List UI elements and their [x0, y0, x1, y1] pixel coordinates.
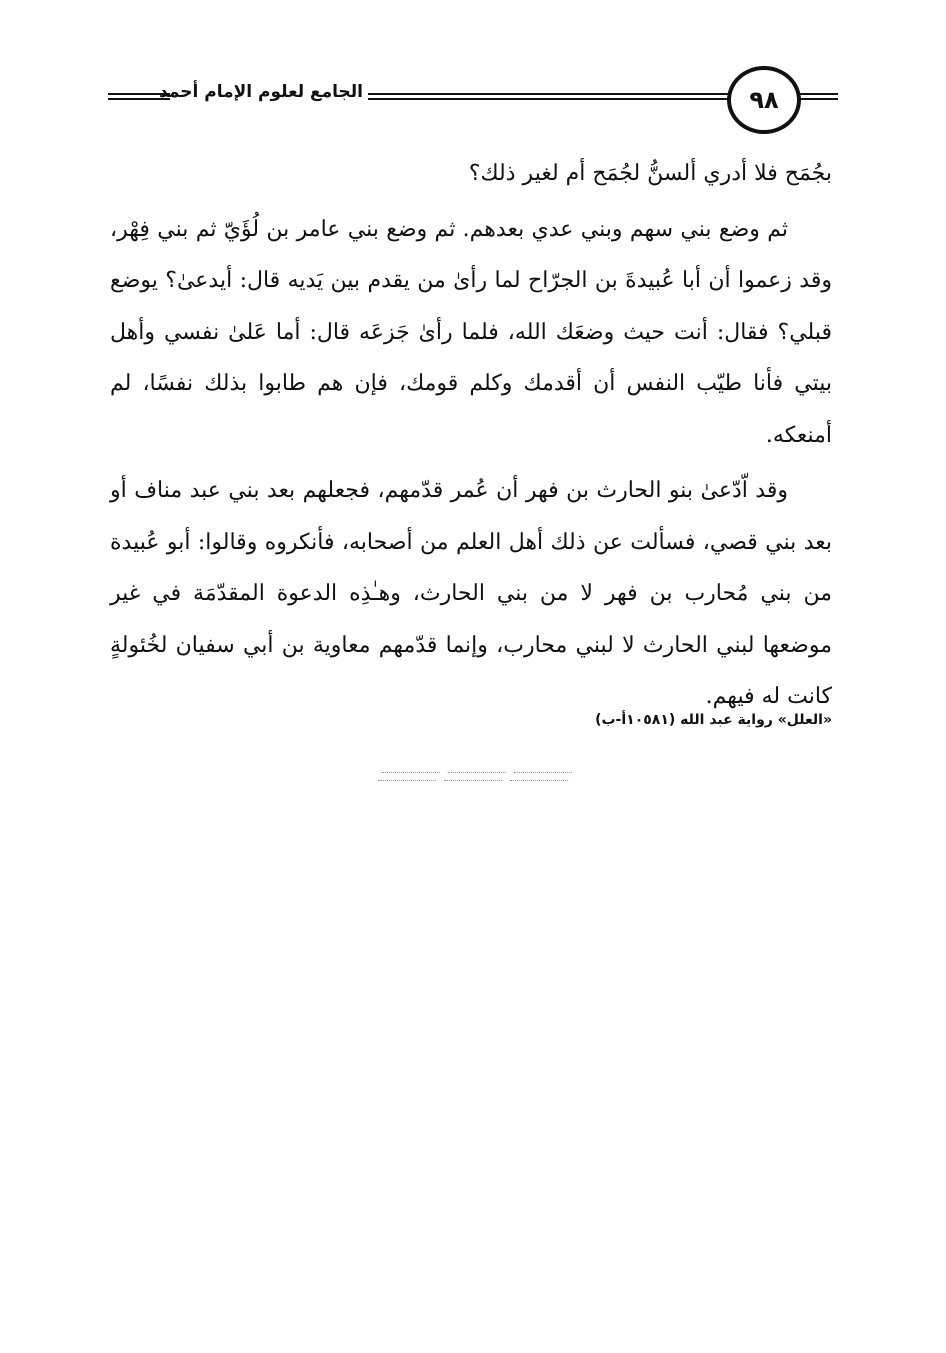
header-rule-middle	[368, 93, 728, 100]
ornament-flourish-icon	[378, 772, 440, 781]
paragraph-2: ثم وضع بني سهم وبني عدي بعدهم. ثم وضع بني عامر بن لُؤَيّ ثم بني فِهْر، وقد زعموا أن أبا عُبيدةَ بن الجرّاح لما رأىٰ من يقدم بين يَديه قال: أيدعىٰ؟ يوضع قبلي؟ فقال: أنت حيث وضعَك الله، فلما رأىٰ جَزعَه قال: أما عَلىٰ نفسي وأهل بيتي فأنا طيّب النفس أن أقدمك وكلم قومك، فإن هم طابوا بذلك نفسًا، لم أمنعكه.	[110, 216, 832, 448]
page-number-circle: ٩٨	[727, 66, 801, 134]
paragraph-3: وقد اّدّعىٰ بنو الحارث بن فهر أن عُمر قدّمهم، فجعلهم بعد بني عبد مناف أو بعد بني قصي، فسألت عن ذلك أهل العلم من أصحابه، فأنكروه وقالوا: أبو عُبيدة من بني مُحارب بن فهر لا من بني الحارث، وهـٰذِه الدعوة المقدّمَة في غير موضعها لبني الحارث لا لبني محارب، وإنما قدّمهم معاوية بن أبي سفيان لخُئولةٍ كانت له فيهم.	[110, 478, 832, 709]
page-header	[100, 66, 838, 142]
running-title: الجامع لعلوم الإمام أحمد	[159, 82, 363, 102]
source-citation: «العلل» رواية عبد الله (١٠٥٨١أ-ب)	[595, 712, 832, 728]
ornament-flourish-icon	[510, 772, 572, 781]
ornament-flourish-icon	[444, 772, 506, 781]
section-end-ornament	[380, 768, 570, 784]
main-text	[110, 148, 832, 723]
header-rule-right	[800, 93, 838, 100]
paragraph-1: بجُمَح فلا أدري ألسنُّ لجُمَح أم لغير ذلك؟	[468, 161, 832, 186]
